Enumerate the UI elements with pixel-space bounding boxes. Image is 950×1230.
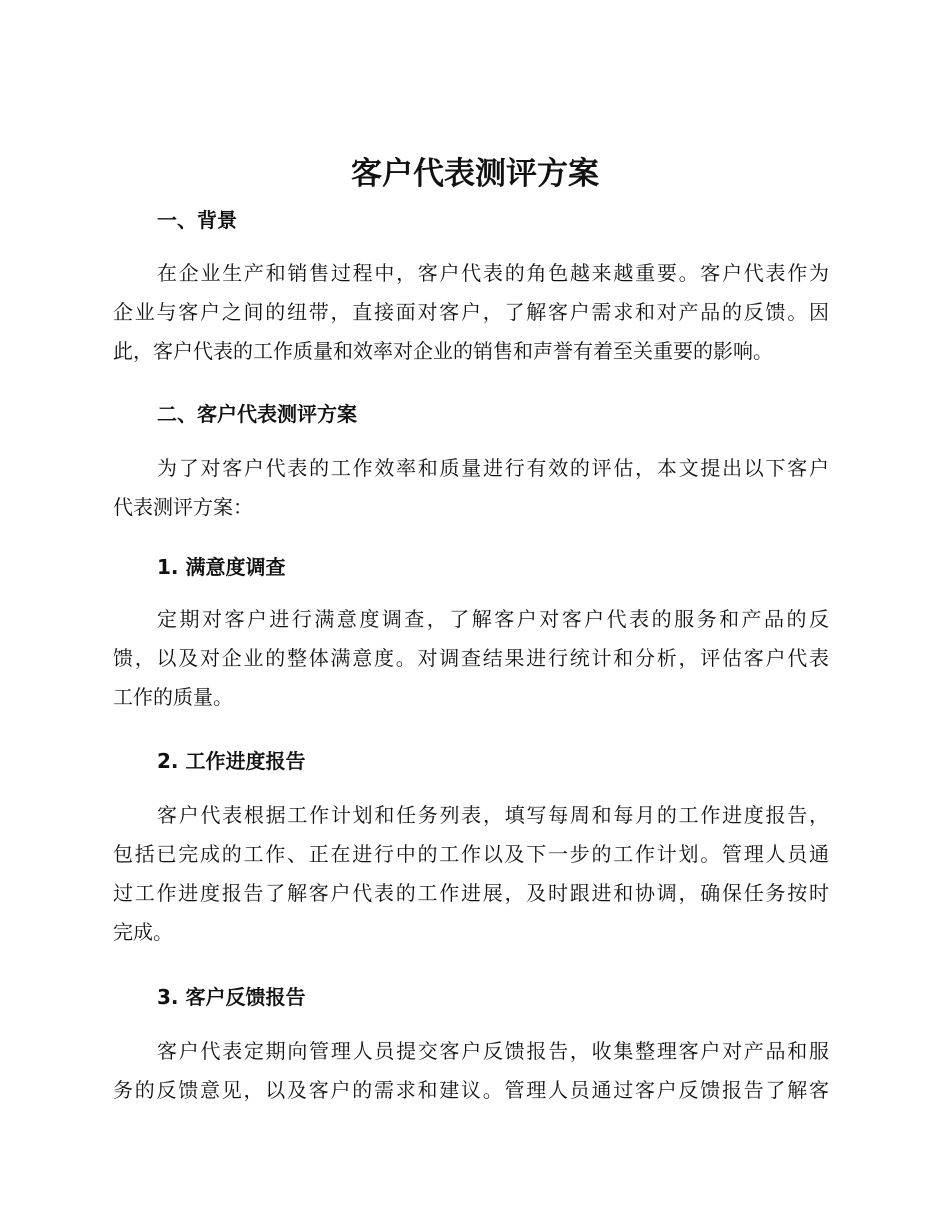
paragraph-line: 此，客户代表的工作质量和效率对企业的销售和声誉有着至关重要的影响。 bbox=[113, 339, 773, 363]
paragraph-line: 馈，以及对企业的整体满意度。对调查结果进行统计和分析，评估客户代表 bbox=[113, 646, 829, 670]
paragraph-line: 定期对客户进行满意度调查，了解客户对客户代表的服务和产品的反 bbox=[157, 607, 829, 631]
section-heading-background: 一、背景 bbox=[157, 208, 237, 232]
paragraph-evaluation-plan bbox=[113, 449, 829, 527]
document-title: 客户代表测评方案 bbox=[351, 156, 599, 192]
subsection-heading-satisfaction-survey: 1. 满意度调查 bbox=[157, 555, 286, 579]
paragraph-customer-feedback bbox=[113, 1032, 829, 1110]
section-heading-evaluation-plan: 二、客户代表测评方案 bbox=[157, 402, 357, 426]
paragraph-progress-report bbox=[113, 796, 829, 952]
subsection-heading-progress-report: 2. 工作进度报告 bbox=[157, 749, 306, 773]
subsection-heading-customer-feedback: 3. 客户反馈报告 bbox=[157, 985, 306, 1009]
paragraph-line: 完成。 bbox=[113, 920, 173, 944]
paragraph-line: 为了对客户代表的工作效率和质量进行有效的评估，本文提出以下客户 bbox=[157, 456, 829, 480]
paragraph-line: 客户代表定期向管理人员提交客户反馈报告，收集整理客户对产品和服 bbox=[157, 1039, 829, 1063]
paragraph-line: 客户代表根据工作计划和任务列表，填写每周和每月的工作进度报告， bbox=[157, 803, 829, 827]
paragraph-line: 务的反馈意见，以及客户的需求和建议。管理人员通过客户反馈报告了解客 bbox=[113, 1078, 829, 1102]
paragraph-background bbox=[113, 254, 829, 371]
paragraph-line: 包括已完成的工作、正在进行中的工作以及下一步的工作计划。管理人员通 bbox=[113, 842, 829, 866]
paragraph-satisfaction-survey bbox=[113, 600, 829, 717]
paragraph-line: 在企业生产和销售过程中，客户代表的角色越来越重要。客户代表作为 bbox=[157, 261, 829, 285]
paragraph-line: 代表测评方案： bbox=[113, 495, 253, 519]
paragraph-line: 企业与客户之间的纽带，直接面对客户，了解客户需求和对产品的反馈。因 bbox=[113, 300, 829, 324]
paragraph-line: 过工作进度报告了解客户代表的工作进展，及时跟进和协调，确保任务按时 bbox=[113, 881, 829, 905]
paragraph-line: 工作的质量。 bbox=[113, 685, 233, 709]
